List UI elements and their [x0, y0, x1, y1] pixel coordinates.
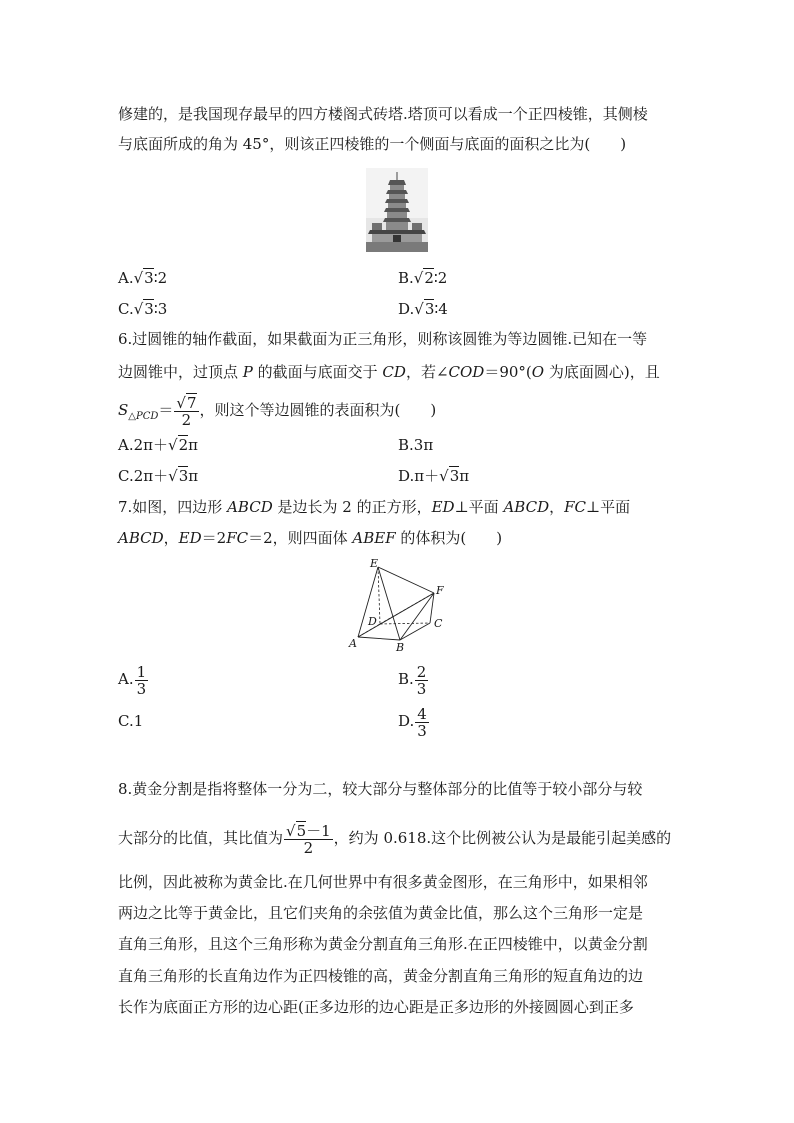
pagoda-photo — [366, 168, 428, 252]
q7-tetrahedron-figure — [344, 557, 454, 652]
q6-option-a: A.2π＋√2π — [118, 436, 198, 454]
q5-option-b: B.√2∶2 — [398, 269, 448, 287]
q7-text-line2: ABCD，ED＝2FC＝2，则四面体 ABEF 的体积为( ) — [118, 529, 503, 547]
q8-text-line1: 8.黄金分割是指将整体一分为二，较大部分与整体部分的比值等于较小部分与较 — [118, 780, 643, 798]
q7-text-line1: 7.如图，四边形 ABCD 是边长为 2 的正方形，ED⊥平面 ABCD，FC⊥平面 — [118, 498, 631, 516]
fig-label-f: F — [436, 584, 444, 597]
q7-option-c: C.1 — [118, 712, 144, 730]
q5-text-line1: 修建的，是我国现存最早的四方楼阁式砖塔.塔顶可以看成一个正四棱锥，其侧棱 — [118, 105, 648, 123]
q6-option-d: D.π＋√3π — [398, 467, 470, 485]
q6-area-fraction: $\frac{√7}{2}$ — [176, 393, 197, 429]
q5-text-line2: 与底面所成的角为 45°，则该正四棱锥的一个侧面与底面的面积之比为( ) — [118, 135, 627, 153]
q8-text-line4: 两边之比等于黄金比，且它们夹角的余弦值为黄金比值，那么这个三角形一定是 — [118, 904, 644, 922]
fig-label-b: B — [396, 641, 405, 652]
q8-golden-ratio-fraction: $\frac{√5-1}{2}$ — [286, 821, 331, 857]
q5-option-c: C.√3∶3 — [118, 300, 168, 318]
fig-label-e: E — [370, 557, 379, 570]
q8-text-line6: 直角三角形的长直角边作为正四棱锥的高，黄金分割直角三角形的短直角边的边 — [118, 967, 644, 985]
q6-option-b: B.3π — [398, 436, 434, 454]
q6-text-line1: 6.过圆锥的轴作截面，如果截面为正三角形，则称该圆锥为等边圆锥.已知在一等 — [118, 330, 648, 348]
q6-text-line2: 边圆锥中，过顶点 P 的截面与底面交于 CD，若∠COD＝90°(O 为底面圆心)，且 — [118, 363, 660, 381]
q7-option-a: A. $\frac{1}{3}$ — [118, 662, 147, 698]
fig-label-d: D — [368, 615, 377, 628]
fig-label-a: A — [349, 637, 357, 650]
q8-text-line3: 比例，因此被称为黄金比.在几何世界中有很多黄金图形，在三角形中，如果相邻 — [118, 873, 648, 891]
q8-text-line2: 大部分的比值，其比值为 $\frac{√5-1}{2}$ ，约为 0.618.这个比例被公认为是最能引起美感的 — [118, 821, 672, 857]
q8-text-line5: 直角三角形，且这个三角形称为黄金分割直角三角形.在正四棱锥中，以黄金分割 — [118, 935, 648, 953]
q7-option-b: B. $\frac{2}{3}$ — [398, 662, 427, 698]
q6-option-c: C.2π＋√3π — [118, 467, 199, 485]
q8-text-line7: 长作为底面正方形的边心距(正多边形的边心距是正多边形的外接圆圆心到正多 — [118, 998, 634, 1016]
fig-label-c: C — [434, 617, 443, 630]
q7-option-d: D. $\frac{4}{3}$ — [398, 704, 427, 740]
q5-option-a: A.√3∶2 — [118, 269, 168, 287]
q5-option-d: D.√3∶4 — [398, 300, 448, 318]
q6-text-line3: $S_{\triangle PCD}=$ $\frac{√7}{2}$ ，则这个等边圆锥的表面积为( ) — [118, 393, 437, 429]
